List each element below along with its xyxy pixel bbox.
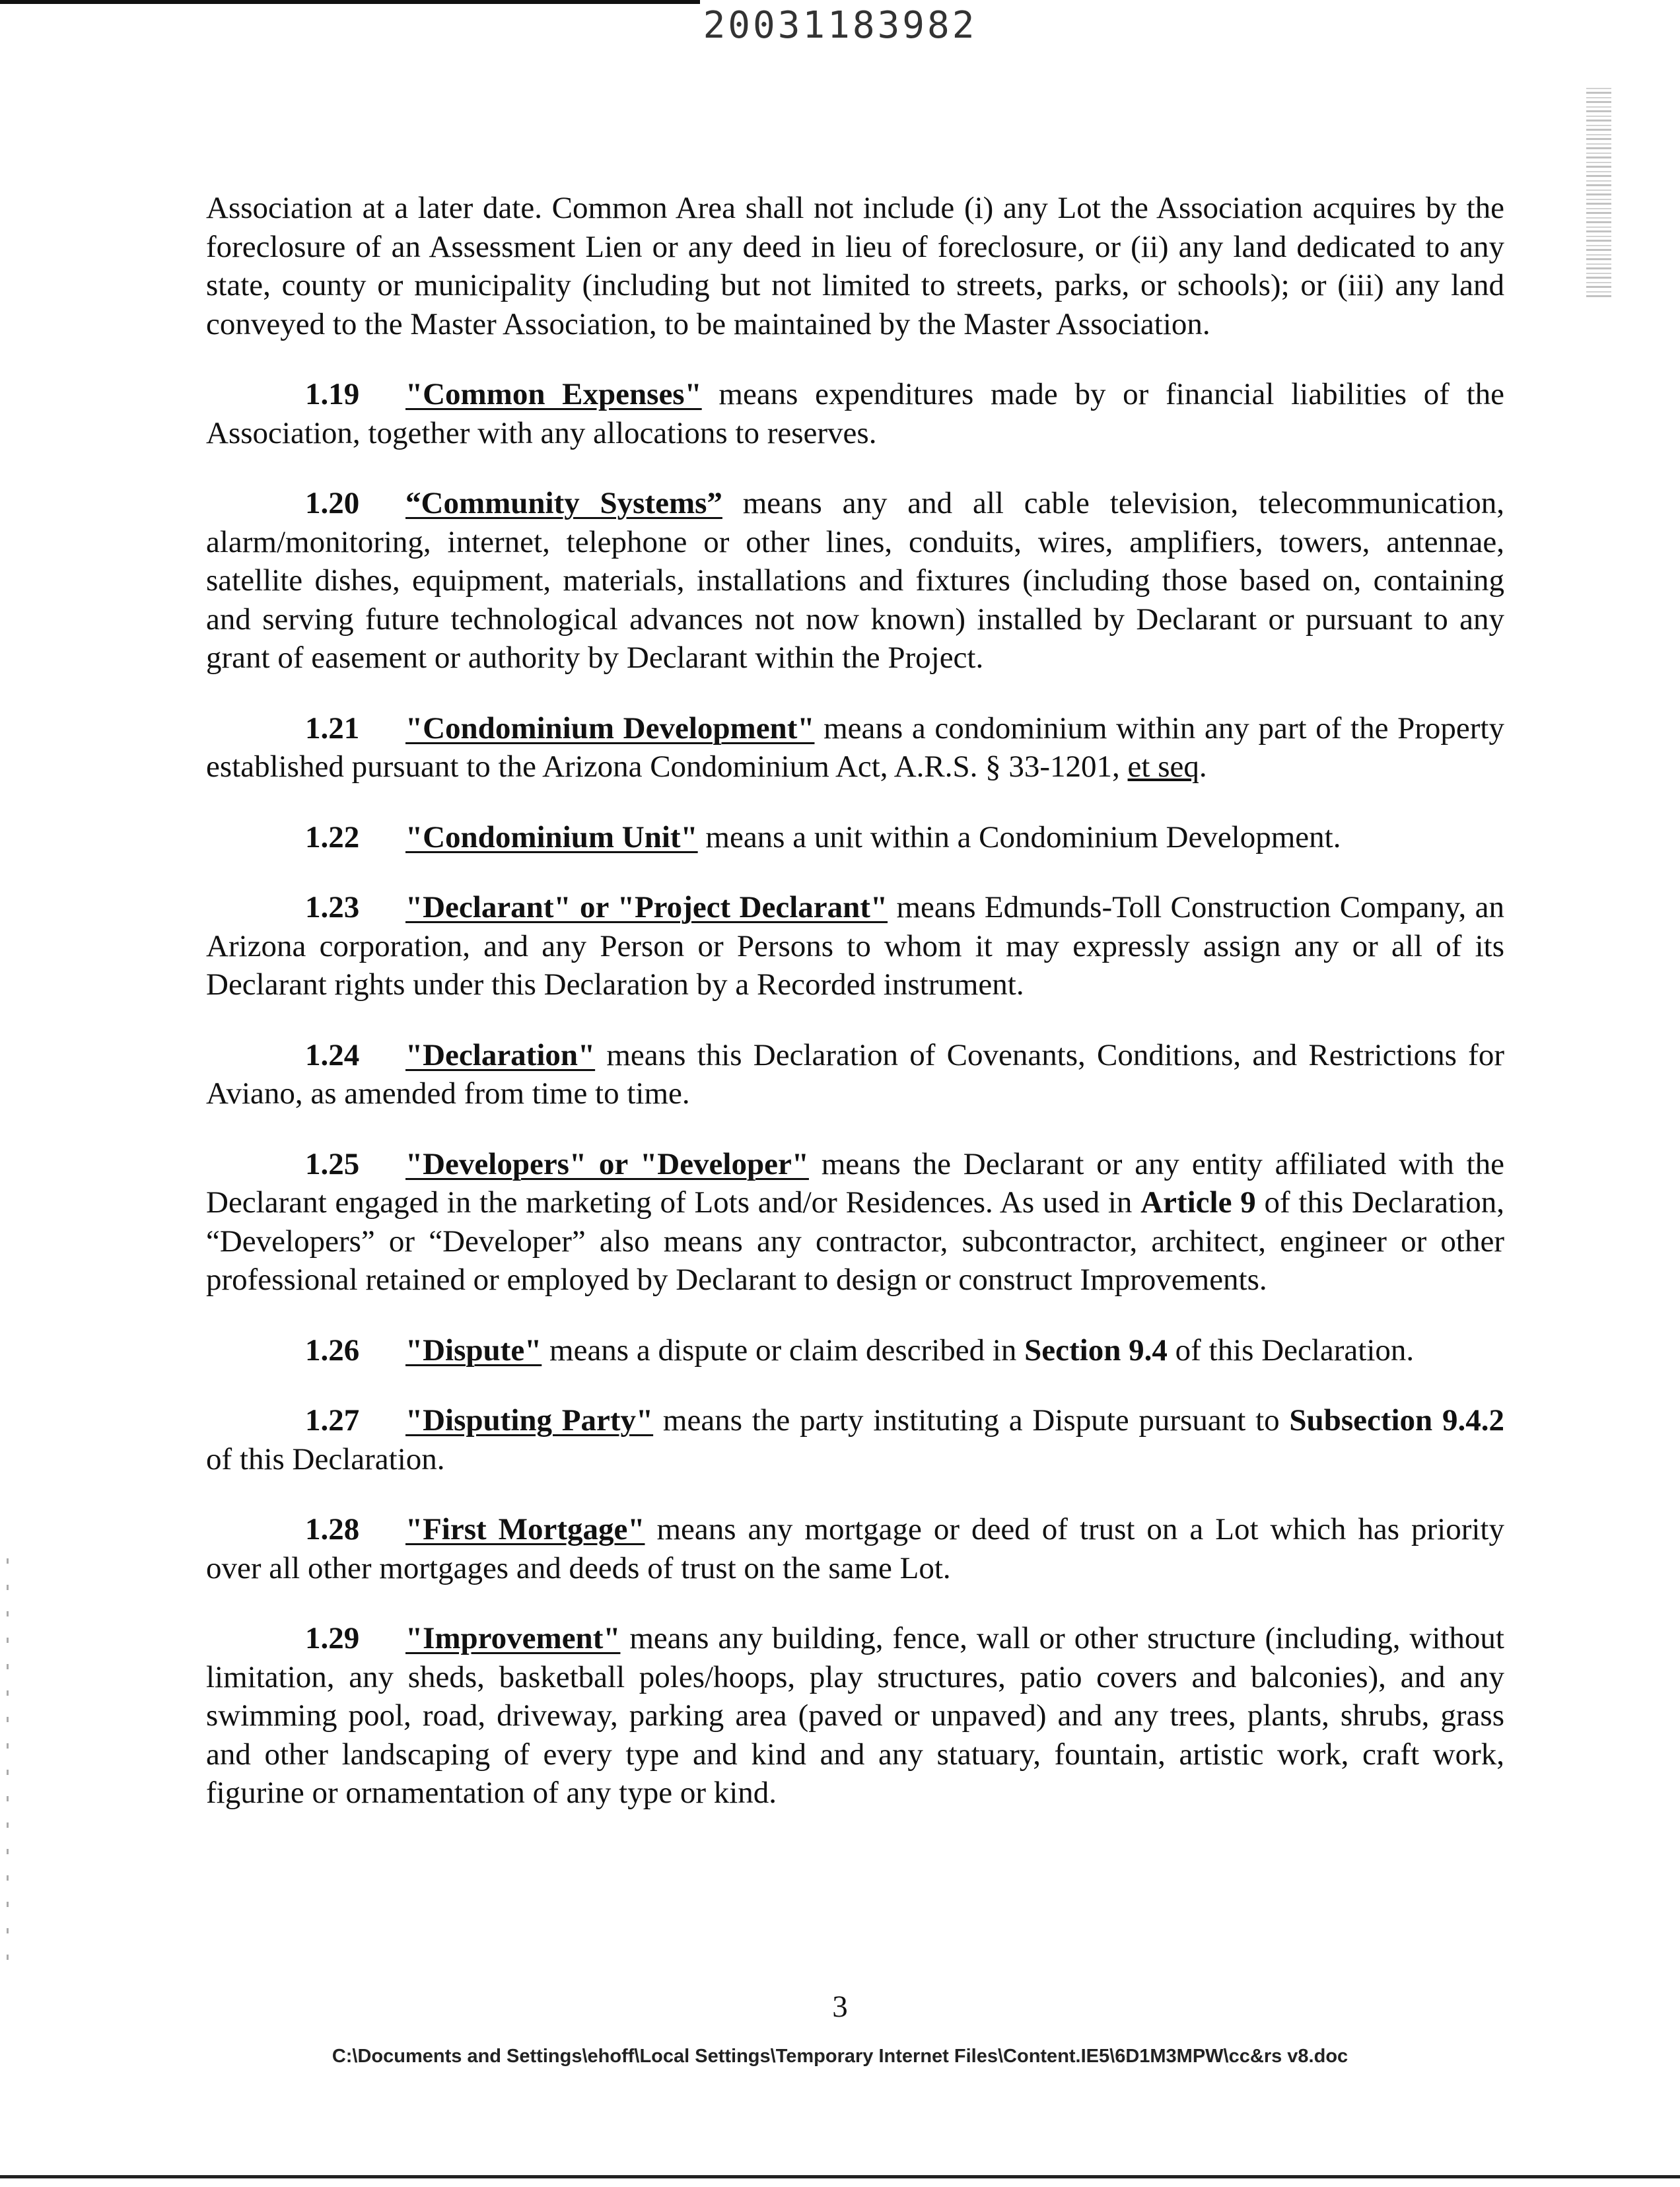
definition-text: means any and all cable television, telecommunication, alarm/monitoring, internet, telephone or other lines, conduits, wires, amplifiers, towers, antennae, satellite dishes, equipment, materials, installations and fixtures (including those based on, containing and serving future technological advances not now known) installed by Declarant or pursuant to any grant of easement or authority by Declarant within the Project.	[206, 486, 1504, 675]
definition-text-cont: of this Declaration.	[1167, 1333, 1415, 1368]
page-number: 3	[832, 1990, 848, 2024]
defined-term: "Improvement"	[405, 1621, 621, 1655]
defined-term: "Disputing Party"	[405, 1403, 654, 1438]
definition-text: means a condominium within any part of the Property established pursuant to the Arizona Condominium Act, A.R.S. § 33-1201,	[206, 711, 1504, 784]
definition-1-28	[206, 1510, 1504, 1587]
definition-1-26	[206, 1331, 1504, 1370]
definition-text: means this Declaration of Covenants, Conditions, and Restrictions for Aviano, as amended from time to time.	[206, 1037, 1504, 1111]
definition-text-cont: of this Declaration, “Developers” or “Developer” also means any contractor, subcontractor, architect, engineer or other professional retained or employed by Declarant to design or construct Improvements.	[206, 1185, 1504, 1297]
definition-text: means a unit within a Condominium Development.	[697, 819, 1341, 854]
section-number: 1.21	[305, 711, 360, 746]
section-number: 1.28	[305, 1512, 360, 1546]
definition-text-cont: of this Declaration.	[206, 1441, 445, 1476]
defined-term: “Community Systems”	[405, 486, 722, 520]
section-number: 1.23	[305, 890, 360, 924]
definition-1-20	[206, 484, 1504, 677]
definition-1-27	[206, 1401, 1504, 1478]
section-number: 1.24	[305, 1037, 360, 1072]
section-number: 1.29	[305, 1621, 360, 1655]
defined-term: "Condominium Unit"	[405, 819, 698, 854]
document-body	[206, 189, 1504, 1844]
definition-1-29	[206, 1619, 1504, 1813]
section-number: 1.19	[305, 377, 360, 411]
defined-term: "Declaration"	[405, 1037, 596, 1072]
defined-term: "First Mortgage"	[405, 1512, 645, 1546]
cross-reference: Subsection 9.4.2	[1289, 1403, 1504, 1438]
definition-text: means expenditures made by or financial liabilities of the Association, together with any allocations to reserves.	[206, 377, 1505, 450]
definition-text: means any building, fence, wall or other structure (including, without limitation, any sheds, basketball poles/hoops, play structures, patio covers and balconies), and any swimming pool, road, driveway, parking area (paved or unpaved) and any trees, plants, shrubs, grass and other landscaping of every type and kind and any statuary, fountain, artistic work, craft work, figurine or ornamentation of any type or kind.	[206, 1621, 1504, 1810]
latin-abbreviation: et seq	[1127, 749, 1199, 784]
defined-term: "Declarant" or "Project Declarant"	[405, 890, 888, 924]
section-number: 1.26	[305, 1333, 360, 1368]
definition-text: means the Declarant or any entity affiliated with the Declarant engaged in the marketing of Lots and/or Residences. As used in	[206, 1146, 1505, 1220]
definition-1-23	[206, 888, 1504, 1004]
file-path-footer: C:\Documents and Settings\ehoff\Local Settings\Temporary Internet Files\Content.IE5\6D1M3MPW\cc&rs v8.doc	[332, 2046, 1348, 2067]
definition-text: means Edmunds-Toll Construction Company, an Arizona corporation, and any Person or Persons to whom it may expressly assign any or all of its Declarant rights under this Declaration by a Recorded instrument.	[206, 890, 1504, 1002]
margin-scan-marks	[7, 1558, 9, 1981]
section-number: 1.25	[305, 1146, 360, 1181]
cross-reference: Section 9.4	[1024, 1333, 1168, 1368]
definition-text: means any mortgage or deed of trust on a Lot which has priority over all other mortgages and deeds of trust on the same Lot.	[206, 1512, 1504, 1585]
cross-reference: Article 9	[1140, 1185, 1256, 1220]
definition-1-19	[206, 375, 1504, 452]
definition-1-24	[206, 1036, 1504, 1113]
definition-1-21	[206, 709, 1504, 786]
definition-text: means the party instituting a Dispute pursuant to	[653, 1403, 1290, 1438]
intro-paragraph: Association at a later date. Common Area shall not include (i) any Lot the Association acquires by the foreclosure of an Assessment Lien or any deed in lieu of foreclosure, or (ii) any land dedicated to any state, county or municipality (including but not limited to streets, parks, or schools); or (iii) any land conveyed to the Master Association, to be maintained by the Master Association.	[206, 191, 1504, 341]
definition-1-25	[206, 1145, 1504, 1300]
side-barcode-stamp	[1586, 85, 1611, 297]
section-number: 1.20	[305, 486, 360, 520]
recording-number: 20031183982	[703, 4, 977, 47]
definition-end: .	[1199, 749, 1207, 784]
definition-1-22	[206, 818, 1504, 857]
definition-text: means a dispute or claim described in	[542, 1333, 1025, 1368]
defined-term: "Common Expenses"	[405, 377, 702, 411]
bottom-rule	[0, 2175, 1680, 2178]
defined-term: "Condominium Development"	[405, 711, 815, 746]
defined-term: "Dispute"	[405, 1333, 542, 1368]
defined-term: "Developers" or "Developer"	[405, 1146, 809, 1181]
section-number: 1.27	[305, 1403, 360, 1438]
section-number: 1.22	[305, 819, 360, 854]
